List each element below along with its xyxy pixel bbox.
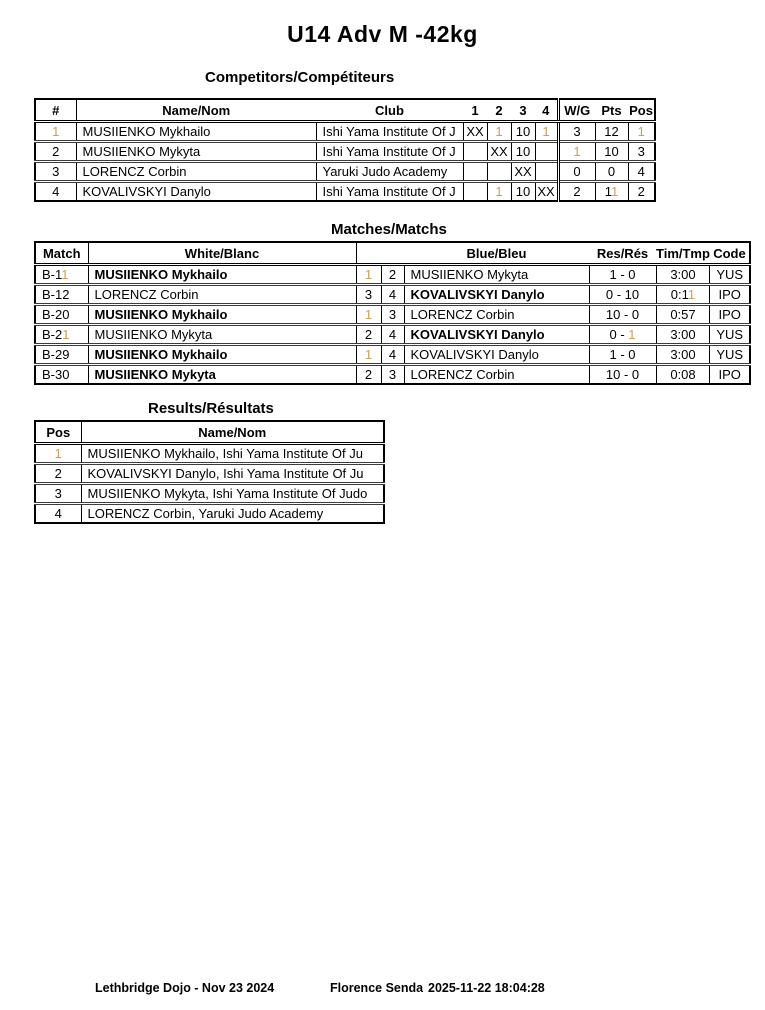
score-vs-1: XX bbox=[463, 122, 487, 142]
results-header-row bbox=[35, 421, 384, 444]
result-name: MUSIIENKO Mykhailo, Ishi Yama Institute Of Ju bbox=[81, 444, 384, 464]
match-time: 0:11 bbox=[656, 285, 710, 305]
match-row bbox=[35, 325, 750, 345]
match-time: 3:00 bbox=[656, 345, 710, 365]
points-cell: 12 bbox=[595, 122, 628, 142]
score-vs-3: 10 bbox=[511, 182, 535, 202]
competitor-name: LORENCZ Corbin bbox=[76, 162, 316, 182]
match-result: 10 - 0 bbox=[589, 305, 656, 325]
position-cell: 3 bbox=[628, 142, 655, 162]
competitor-row bbox=[35, 182, 655, 202]
col-header-opponent-4: 4 bbox=[535, 99, 558, 122]
result-name: LORENCZ Corbin, Yaruki Judo Academy bbox=[81, 504, 384, 524]
match-row bbox=[35, 305, 750, 325]
white-player-name: MUSIIENKO Mykhailo bbox=[88, 345, 356, 365]
white-player-name: MUSIIENKO Mykyta bbox=[88, 325, 356, 345]
score-vs-3: 10 bbox=[511, 142, 535, 162]
match-result: 1 - 0 bbox=[589, 265, 656, 285]
white-player-name: MUSIIENKO Mykhailo bbox=[88, 305, 356, 325]
points-cell: 10 bbox=[595, 142, 628, 162]
match-result: 0 - 10 bbox=[589, 285, 656, 305]
results-table bbox=[34, 420, 385, 524]
wins-cell: 1 bbox=[558, 142, 595, 162]
wins-cell: 2 bbox=[558, 182, 595, 202]
wins-cell: 0 bbox=[558, 162, 595, 182]
match-code: YUS bbox=[710, 345, 750, 365]
match-time: 3:00 bbox=[656, 325, 710, 345]
col-header-wins: W/G bbox=[558, 99, 595, 122]
col-header-time: Tim/Tmp bbox=[656, 242, 710, 265]
competitor-club: Yaruki Judo Academy bbox=[316, 162, 463, 182]
match-code: YUS bbox=[710, 325, 750, 345]
competitor-club: Ishi Yama Institute Of J bbox=[316, 142, 463, 162]
position-cell: 4 bbox=[628, 162, 655, 182]
competitor-club: Ishi Yama Institute Of J bbox=[316, 182, 463, 202]
section-heading-matches: Matches/Matchs bbox=[331, 221, 447, 238]
score-vs-2: 1 bbox=[487, 182, 511, 202]
result-position: 2 bbox=[35, 464, 81, 484]
match-time: 0:08 bbox=[656, 365, 710, 385]
white-player-number: 1 bbox=[356, 345, 381, 365]
matches-table bbox=[34, 241, 751, 385]
col-header-competitor-club: Club bbox=[316, 99, 463, 122]
col-header-numbers-spacer bbox=[356, 242, 404, 265]
position-cell: 2 bbox=[628, 182, 655, 202]
blue-player-number: 4 bbox=[381, 325, 404, 345]
page-title: U14 Adv M -42kg bbox=[287, 21, 478, 47]
blue-player-name: MUSIIENKO Mykyta bbox=[404, 265, 589, 285]
white-player-number: 3 bbox=[356, 285, 381, 305]
white-player-name: LORENCZ Corbin bbox=[88, 285, 356, 305]
match-code: IPO bbox=[710, 285, 750, 305]
match-result: 1 - 0 bbox=[589, 345, 656, 365]
competitor-row bbox=[35, 162, 655, 182]
competitor-name: MUSIIENKO Mykhailo bbox=[76, 122, 316, 142]
match-code: IPO bbox=[710, 305, 750, 325]
competitor-club: Ishi Yama Institute Of J bbox=[316, 122, 463, 142]
blue-player-name: KOVALIVSKYI Danylo bbox=[404, 325, 589, 345]
competitor-name: MUSIIENKO Mykyta bbox=[76, 142, 316, 162]
match-result: 0 - 1 bbox=[589, 325, 656, 345]
white-player-number: 1 bbox=[356, 305, 381, 325]
result-row bbox=[35, 504, 384, 524]
white-player-name: MUSIIENKO Mykhailo bbox=[88, 265, 356, 285]
score-vs-4 bbox=[535, 142, 558, 162]
competitors-table bbox=[34, 98, 656, 202]
competitor-number: 1 bbox=[52, 124, 60, 139]
competitor-name: KOVALIVSKYI Danylo bbox=[76, 182, 316, 202]
competitor-number: 2 bbox=[35, 142, 76, 162]
match-row bbox=[35, 265, 750, 285]
score-vs-2 bbox=[487, 162, 511, 182]
col-header-code: Code bbox=[710, 242, 750, 265]
score-vs-3: XX bbox=[511, 162, 535, 182]
competitor-number: 3 bbox=[35, 162, 76, 182]
page-footer bbox=[0, 981, 765, 999]
wins-cell: 3 bbox=[558, 122, 595, 142]
col-header-competitor-number: # bbox=[35, 99, 76, 122]
col-header-opponent-3: 3 bbox=[511, 99, 535, 122]
result-position: 1 bbox=[54, 446, 62, 461]
col-header-result: Res/Rés bbox=[589, 242, 656, 265]
blue-player-name: KOVALIVSKYI Danylo bbox=[404, 285, 589, 305]
result-name: MUSIIENKO Mykyta, Ishi Yama Institute Of Judo bbox=[81, 484, 384, 504]
match-time: 0:57 bbox=[656, 305, 710, 325]
section-heading-competitors: Competitors/Compétiteurs bbox=[205, 69, 395, 86]
result-name: KOVALIVSKYI Danylo, Ishi Yama Institute Of Ju bbox=[81, 464, 384, 484]
score-vs-1 bbox=[463, 162, 487, 182]
match-result: 10 - 0 bbox=[589, 365, 656, 385]
col-header-blue: Blue/Bleu bbox=[404, 242, 589, 265]
match-time: 3:00 bbox=[656, 265, 710, 285]
score-vs-2: 1 bbox=[487, 122, 511, 142]
result-row bbox=[35, 484, 384, 504]
score-vs-1 bbox=[463, 182, 487, 202]
match-row bbox=[35, 285, 750, 305]
match-number: B-21 bbox=[35, 325, 88, 345]
competitors-header-row bbox=[35, 99, 655, 122]
score-vs-4: XX bbox=[535, 182, 558, 202]
col-header-opponent-2: 2 bbox=[487, 99, 511, 122]
col-header-opponent-1: 1 bbox=[463, 99, 487, 122]
col-header-position: Pos bbox=[628, 99, 655, 122]
match-code: IPO bbox=[710, 365, 750, 385]
match-number: B-11 bbox=[42, 267, 69, 282]
blue-player-name: KOVALIVSKYI Danylo bbox=[404, 345, 589, 365]
white-player-name: MUSIIENKO Mykyta bbox=[88, 365, 356, 385]
blue-player-number: 2 bbox=[381, 265, 404, 285]
match-number: B-29 bbox=[35, 345, 88, 365]
white-player-number: 2 bbox=[356, 325, 381, 345]
points-cell: 11 bbox=[595, 182, 628, 202]
col-header-white: White/Blanc bbox=[88, 242, 356, 265]
blue-player-number: 4 bbox=[381, 285, 404, 305]
result-row bbox=[35, 444, 384, 464]
blue-player-name: LORENCZ Corbin bbox=[404, 305, 589, 325]
score-vs-3: 10 bbox=[511, 122, 535, 142]
result-row bbox=[35, 464, 384, 484]
blue-player-number: 3 bbox=[381, 365, 404, 385]
match-number: B-30 bbox=[35, 365, 88, 385]
white-player-number: 1 bbox=[356, 265, 381, 285]
match-number: B-12 bbox=[35, 285, 88, 305]
matches-header-row bbox=[35, 242, 750, 265]
match-row bbox=[35, 345, 750, 365]
footer-venue-date: Lethbridge Dojo - Nov 23 2024 bbox=[95, 981, 275, 995]
col-header-points: Pts bbox=[595, 99, 628, 122]
score-vs-4: 1 bbox=[535, 122, 558, 142]
result-position: 4 bbox=[35, 504, 81, 524]
match-code: YUS bbox=[710, 265, 750, 285]
col-header-result-name: Name/Nom bbox=[81, 421, 384, 444]
blue-player-number: 3 bbox=[381, 305, 404, 325]
result-position: 3 bbox=[35, 484, 81, 504]
white-player-number: 2 bbox=[356, 365, 381, 385]
footer-official-name: Florence Senda bbox=[330, 981, 424, 995]
blue-player-name: LORENCZ Corbin bbox=[404, 365, 589, 385]
section-heading-results: Results/Résultats bbox=[148, 400, 274, 417]
blue-player-number: 4 bbox=[381, 345, 404, 365]
score-vs-4 bbox=[535, 162, 558, 182]
match-number: B-20 bbox=[35, 305, 88, 325]
col-header-match: Match bbox=[35, 242, 88, 265]
competitor-number: 4 bbox=[35, 182, 76, 202]
competitor-row bbox=[35, 142, 655, 162]
competitor-row bbox=[35, 122, 655, 142]
score-vs-2: XX bbox=[487, 142, 511, 162]
col-header-competitor-name: Name/Nom bbox=[76, 99, 316, 122]
score-vs-1 bbox=[463, 142, 487, 162]
col-header-result-position: Pos bbox=[35, 421, 81, 444]
points-cell: 0 bbox=[595, 162, 628, 182]
position-cell: 1 bbox=[628, 122, 655, 142]
match-row bbox=[35, 365, 750, 385]
footer-print-timestamp: 2025-11-22 18:04:28 bbox=[428, 981, 545, 995]
